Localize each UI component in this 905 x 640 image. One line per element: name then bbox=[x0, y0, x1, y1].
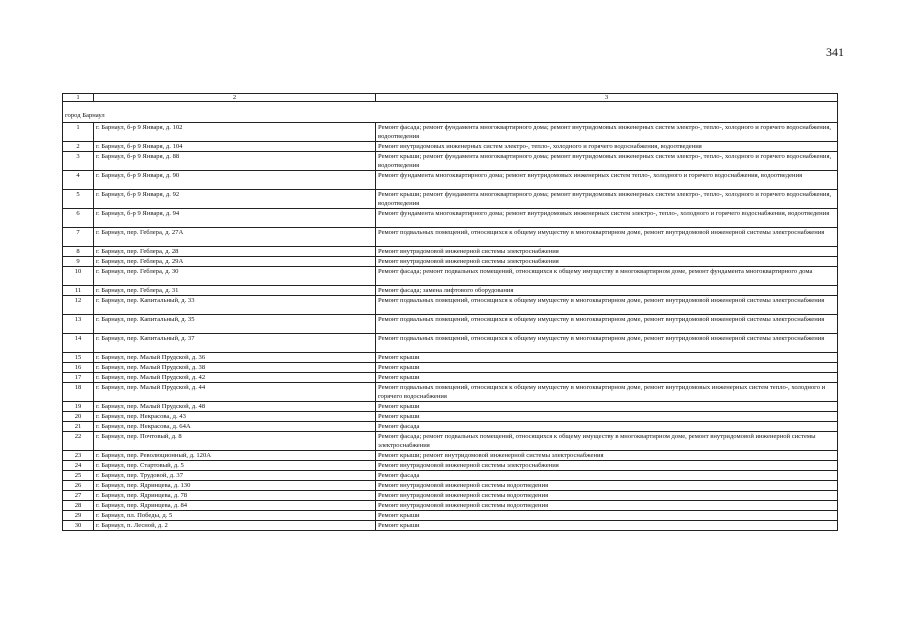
row-address: г. Барнаул, пер. Капитальный, д. 37 bbox=[94, 334, 376, 353]
table-row bbox=[63, 412, 838, 422]
row-address: г. Барнаул, пер. Ядринцева, д. 130 bbox=[94, 481, 376, 491]
row-address: г. Барнаул, пер. Геблера, д. 29А bbox=[94, 257, 376, 267]
row-works: Ремонт внутридомовой инженерной системы водоотведения bbox=[376, 491, 838, 501]
row-number: 18 bbox=[63, 383, 94, 402]
row-address: г. Барнаул, пер. Малый Прудской, д. 48 bbox=[94, 402, 376, 412]
table-row bbox=[63, 286, 838, 296]
table-row bbox=[63, 171, 838, 190]
row-number: 16 bbox=[63, 363, 94, 373]
row-number: 8 bbox=[63, 247, 94, 257]
row-number: 9 bbox=[63, 257, 94, 267]
row-works: Ремонт крыши bbox=[376, 412, 838, 422]
row-address: г. Барнаул, б-р 9 Января, д. 94 bbox=[94, 209, 376, 228]
row-address: г. Барнаул, б-р 9 Января, д. 104 bbox=[94, 142, 376, 152]
row-address: г. Барнаул, пер. Капитальный, д. 33 bbox=[94, 296, 376, 315]
row-address: г. Барнаул, б-р 9 Января, д. 102 bbox=[94, 123, 376, 142]
row-number: 15 bbox=[63, 353, 94, 363]
row-works: Ремонт фасада bbox=[376, 471, 838, 481]
city-row bbox=[63, 111, 838, 123]
header-col-2: 2 bbox=[94, 94, 376, 102]
row-works: Ремонт крыши bbox=[376, 373, 838, 383]
row-address: г. Барнаул, пер. Геблера, д. 28 bbox=[94, 247, 376, 257]
row-works: Ремонт крыши bbox=[376, 402, 838, 412]
row-works: Ремонт подвальных помещений, относящихся к общему имуществу в многоквартирном доме, ремонт внутридомовой инженерной системы электроснабжения bbox=[376, 296, 838, 315]
row-number: 26 bbox=[63, 481, 94, 491]
row-works: Ремонт крыши; ремонт фундамента многоквартирного дома; ремонт внутридомовых инженерных систем электро-, тепло-, холодного и горячего водоснабжения, водоотведения bbox=[376, 152, 838, 171]
row-works: Ремонт подвальных помещений, относящихся к общему имуществу в многоквартирном доме, ремонт внутридомовой инженерной системы электроснабжения bbox=[376, 334, 838, 353]
header-row bbox=[63, 94, 838, 102]
row-address: г. Барнаул, пер. Почтовый, д. 8 bbox=[94, 432, 376, 451]
row-address: г. Барнаул, п. Лесной, д. 2 bbox=[94, 521, 376, 531]
row-works: Ремонт внутридомовой инженерной системы водоотведения bbox=[376, 501, 838, 511]
table-row bbox=[63, 353, 838, 363]
row-address: г. Барнаул, б-р 9 Января, д. 92 bbox=[94, 190, 376, 209]
row-number: 14 bbox=[63, 334, 94, 353]
table-row bbox=[63, 491, 838, 501]
row-works: Ремонт внутридомовой инженерной системы электроснабжения bbox=[376, 257, 838, 267]
table-row bbox=[63, 471, 838, 481]
row-address: г. Барнаул, б-р 9 Января, д. 90 bbox=[94, 171, 376, 190]
row-works: Ремонт фасада bbox=[376, 422, 838, 432]
table-row bbox=[63, 228, 838, 247]
row-number: 11 bbox=[63, 286, 94, 296]
row-works: Ремонт внутридомовой инженерной системы водоотведения bbox=[376, 481, 838, 491]
table-row bbox=[63, 152, 838, 171]
row-address: г. Барнаул, пер. Малый Прудской, д. 36 bbox=[94, 353, 376, 363]
row-address: г. Барнаул, пл. Победы, д. 5 bbox=[94, 511, 376, 521]
row-works: Ремонт внутридомовой инженерной системы электроснабжения bbox=[376, 461, 838, 471]
row-works: Ремонт внутридомовой инженерной системы электроснабжения bbox=[376, 247, 838, 257]
header-col-1: 1 bbox=[63, 94, 94, 102]
row-works: Ремонт подвальных помещений, относящихся к общему имуществу в многоквартирном доме, ремонт внутридомовых инженерных систем тепло-, холодного и горячего водоснабжения bbox=[376, 383, 838, 402]
table-row bbox=[63, 481, 838, 491]
row-number: 19 bbox=[63, 402, 94, 412]
row-works: Ремонт фундамента многоквартирного дома; ремонт внутридомовых инженерных систем электро-, тепло-, холодного и горячего водоснабжения, водоотведения bbox=[376, 209, 838, 228]
row-number: 1 bbox=[63, 123, 94, 142]
row-number: 21 bbox=[63, 422, 94, 432]
row-number: 12 bbox=[63, 296, 94, 315]
row-works: Ремонт крыши; ремонт фундамента многоквартирного дома; ремонт внутридомовых инженерных систем электро-, тепло-, холодного и горячего водоснабжения, водоотведения bbox=[376, 190, 838, 209]
table-body bbox=[63, 94, 838, 531]
table-row bbox=[63, 363, 838, 373]
table-row bbox=[63, 501, 838, 511]
city-name: город Барнаул bbox=[63, 111, 838, 123]
page-number: 341 bbox=[826, 45, 844, 59]
table-row bbox=[63, 402, 838, 412]
row-address: г. Барнаул, б-р 9 Января, д. 88 bbox=[94, 152, 376, 171]
row-address: г. Барнаул, пер. Геблера, д. 31 bbox=[94, 286, 376, 296]
row-address: г. Барнаул, пер. Малый Прудской, д. 42 bbox=[94, 373, 376, 383]
table-row bbox=[63, 334, 838, 353]
row-number: 4 bbox=[63, 171, 94, 190]
row-works: Ремонт фасада; ремонт подвальных помещений, относящихся к общему имуществу в многоквартирном доме, ремонт внутридомовой инженерной системы электроснабжения bbox=[376, 432, 838, 451]
row-number: 20 bbox=[63, 412, 94, 422]
spacer-row bbox=[63, 102, 838, 112]
row-works: Ремонт крыши bbox=[376, 511, 838, 521]
table-row bbox=[63, 267, 838, 286]
row-address: г. Барнаул, пер. Малый Прудской, д. 44 bbox=[94, 383, 376, 402]
row-number: 10 bbox=[63, 267, 94, 286]
row-works: Ремонт фасада; ремонт подвальных помещений, относящихся к общему имуществу в многоквартирном доме, ремонт фундамента многоквартирного дома bbox=[376, 267, 838, 286]
row-number: 17 bbox=[63, 373, 94, 383]
row-number: 28 bbox=[63, 501, 94, 511]
table-row bbox=[63, 315, 838, 334]
row-number: 29 bbox=[63, 511, 94, 521]
row-address: г. Барнаул, пер. Ядринцева, д. 84 bbox=[94, 501, 376, 511]
row-address: г. Барнаул, пер. Трудовой, д. 37 bbox=[94, 471, 376, 481]
table-row bbox=[63, 432, 838, 451]
row-number: 3 bbox=[63, 152, 94, 171]
row-number: 2 bbox=[63, 142, 94, 152]
table-row bbox=[63, 373, 838, 383]
row-number: 30 bbox=[63, 521, 94, 531]
row-works: Ремонт крыши bbox=[376, 353, 838, 363]
table-row bbox=[63, 451, 838, 461]
table-row bbox=[63, 142, 838, 152]
row-works: Ремонт фасада; замена лифтового оборудования bbox=[376, 286, 838, 296]
table-row bbox=[63, 521, 838, 531]
repair-register-table bbox=[62, 93, 838, 531]
row-address: г. Барнаул, пер. Революционный, д. 120А bbox=[94, 451, 376, 461]
row-address: г. Барнаул, пер. Капитальный, д. 35 bbox=[94, 315, 376, 334]
table-row bbox=[63, 511, 838, 521]
row-number: 27 bbox=[63, 491, 94, 501]
header-col-3: 3 bbox=[376, 94, 838, 102]
row-works: Ремонт крыши bbox=[376, 521, 838, 531]
row-number: 23 bbox=[63, 451, 94, 461]
row-works: Ремонт фундамента многоквартирного дома; ремонт внутридомовых инженерных систем тепло-, холодного и горячего водоснабжения, водоотведения bbox=[376, 171, 838, 190]
row-works: Ремонт подвальных помещений, относящихся к общему имуществу в многоквартирном доме, ремонт внутридомовой инженерной системы электроснабжения bbox=[376, 228, 838, 247]
row-works: Ремонт крыши bbox=[376, 363, 838, 373]
row-number: 5 bbox=[63, 190, 94, 209]
table-row bbox=[63, 257, 838, 267]
row-number: 24 bbox=[63, 461, 94, 471]
row-address: г. Барнаул, пер. Некрасова, д. 43 bbox=[94, 412, 376, 422]
row-number: 25 bbox=[63, 471, 94, 481]
row-number: 13 bbox=[63, 315, 94, 334]
row-address: г. Барнаул, пер. Малый Прудской, д. 38 bbox=[94, 363, 376, 373]
row-address: г. Барнаул, пер. Некрасова, д. 64А bbox=[94, 422, 376, 432]
row-number: 6 bbox=[63, 209, 94, 228]
row-address: г. Барнаул, пер. Геблера, д. 30 bbox=[94, 267, 376, 286]
row-address: г. Барнаул, пер. Геблера, д. 27А bbox=[94, 228, 376, 247]
row-works: Ремонт внутридомовых инженерных систем электро-, тепло-, холодного и горячего водоснабжения, водоотведения bbox=[376, 142, 838, 152]
row-works: Ремонт крыши; ремонт внутридомовой инженерной системы электроснабжения bbox=[376, 451, 838, 461]
row-works: Ремонт подвальных помещений, относящихся к общему имуществу в многоквартирном доме, ремонт внутридомовой инженерной системы электроснабжения bbox=[376, 315, 838, 334]
row-address: г. Барнаул, пер. Стартовый, д. 5 bbox=[94, 461, 376, 471]
table-row bbox=[63, 461, 838, 471]
row-number: 22 bbox=[63, 432, 94, 451]
table-row bbox=[63, 296, 838, 315]
row-works: Ремонт фасада; ремонт фундамента многоквартирного дома; ремонт внутридомовых инженерных систем электро-, тепло-, холодного и горячего водоснабжения, водоотведения bbox=[376, 123, 838, 142]
table-row bbox=[63, 123, 838, 142]
table-row bbox=[63, 209, 838, 228]
row-number: 7 bbox=[63, 228, 94, 247]
table-row bbox=[63, 422, 838, 432]
table-row bbox=[63, 190, 838, 209]
table-row bbox=[63, 383, 838, 402]
row-address: г. Барнаул, пер. Ядринцева, д. 78 bbox=[94, 491, 376, 501]
table-row bbox=[63, 247, 838, 257]
